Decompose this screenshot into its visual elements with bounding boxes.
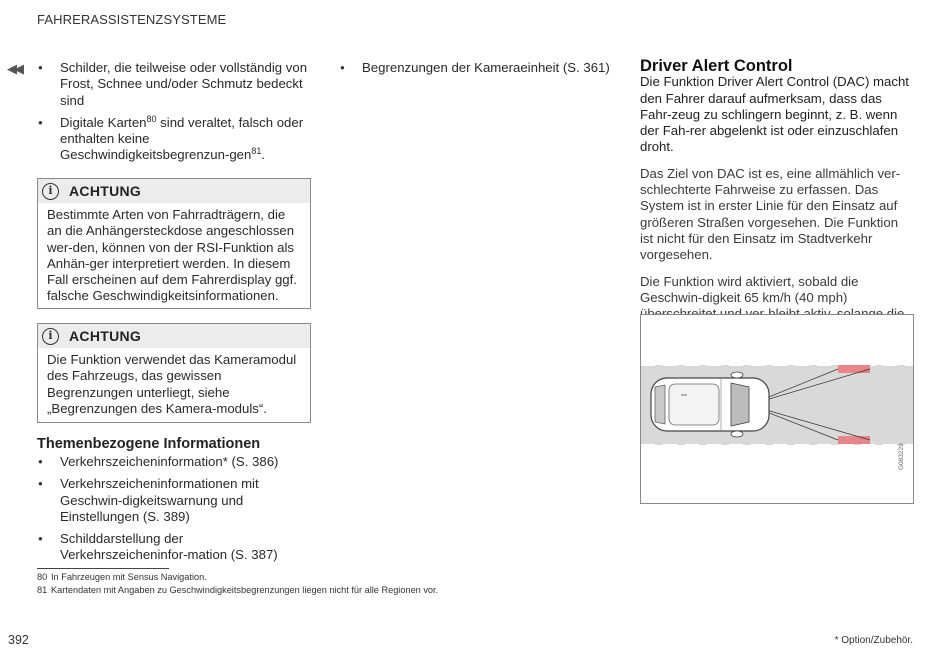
- back-arrows-icon[interactable]: ◀◀: [7, 61, 21, 76]
- footnote: [37, 584, 438, 596]
- related-link[interactable]: ● Schilddarstellung der Verkehrszeicheninfor-mation (S. 387): [37, 531, 312, 564]
- bullet-list: [37, 60, 312, 164]
- lane-marker-bottom: [838, 436, 870, 444]
- dac-camera-diagram: [641, 315, 914, 504]
- related-link[interactable]: ● Verkehrszeicheninformationen mit Geschwin-digkeitswarnung und Einstellungen (S. 389): [37, 476, 312, 525]
- related-link[interactable]: ● Begrenzungen der Kameraeinheit (S. 361): [339, 60, 614, 76]
- right-column: [640, 58, 912, 339]
- left-column: [37, 60, 312, 170]
- list-item: ● Digitale Karten$^{80}$ sind veraltet, falsch oder enthalten keine Geschwindigkeitsbegrenzun-gen$^{81}$.: [37, 115, 312, 164]
- related-link[interactable]: ● Verkehrszeicheninformation* (S. 386): [37, 454, 312, 470]
- footnote-number: 80: [37, 572, 48, 582]
- page-number: 392: [8, 633, 29, 647]
- related-info-heading: Themenbezogene Informationen: [37, 436, 261, 452]
- warning-title: ACHTUNG: [69, 182, 142, 199]
- middle-column: [339, 60, 614, 82]
- car-top-view: [651, 372, 769, 437]
- figure-code: G083229: [898, 443, 905, 470]
- footnote-number: 81: [37, 585, 48, 595]
- footer-note: * Option/Zubehör.: [834, 635, 913, 646]
- footnote-text: In Fahrzeugen mit Sensus Navigation.: [51, 572, 207, 582]
- warning-body: Bestimmte Arten von Fahrradträgern, die an die Anhängersteckdose angeschlossen wer-den, können von der RSI-Funktion als Anhän-ger interpretiert werden. In diesem Fall erscheinen auf dem Fahrerdisplay ggf. falsche Geschwindigkeitsinformationen.: [47, 207, 297, 304]
- bullet-list: [339, 60, 614, 76]
- footnote-text: Kartendaten mit Angaben zu Geschwindigkeitsbegrenzungen liegen nicht für alle Regionen vor.: [51, 585, 439, 595]
- dac-illustration: [640, 314, 914, 504]
- related-links: [37, 454, 312, 564]
- warning-box: [37, 323, 311, 423]
- info-circle-icon: i: [42, 328, 59, 345]
- warning-body: Die Funktion verwendet das Kameramodul des Fahrzeugs, das gewissen Begrenzungen unterliegt, siehe „Begrenzungen des Kamera-moduls“.: [47, 352, 297, 416]
- page-header-title: FAHRERASSISTENZSYSTEME: [37, 12, 227, 27]
- lane-marker-top: [838, 365, 870, 373]
- info-circle-icon: i: [42, 183, 59, 200]
- paragraph: Die Funktion wird aktiviert, sobald die Geschwin-digkeit 65 km/h (40 mph): [640, 273, 859, 305]
- warning-header: [38, 324, 310, 348]
- footnote-ref-80[interactable]: 80: [146, 113, 157, 124]
- warning-title: ACHTUNG: [69, 327, 142, 344]
- warning-header: [38, 179, 310, 203]
- footnote: [37, 571, 207, 583]
- paragraph: Das Ziel von DAC ist es, eine allmählich ver-schlechterte Fahrweise zu erfassen. Das System ist in erster Linie für den Einsatz auf größeren Straßen vorgesehen. Die Funktion ist nicht für den Einsatz im Stadtverkehr vorgesehen.: [640, 165, 901, 263]
- lead-paragraph: Die Funktion Driver Alert Control (DAC) macht den Fahrer darauf aufmerksam, dass das Fahr-zeug zu schlingern beginnt, z. B. wenn der Fah-rer abgelenkt ist oder einzuschlafen droht.: [640, 74, 909, 155]
- warning-box: [37, 178, 311, 309]
- list-item: ● Schilder, die teilweise oder vollständig von Frost, Schnee und/oder Schmutz bedeckt sind: [37, 60, 312, 109]
- section-heading: Driver Alert Control: [640, 57, 793, 75]
- related-info: [37, 454, 312, 570]
- footnote-ref-81[interactable]: 81: [251, 146, 262, 157]
- footnote-divider: [37, 568, 169, 569]
